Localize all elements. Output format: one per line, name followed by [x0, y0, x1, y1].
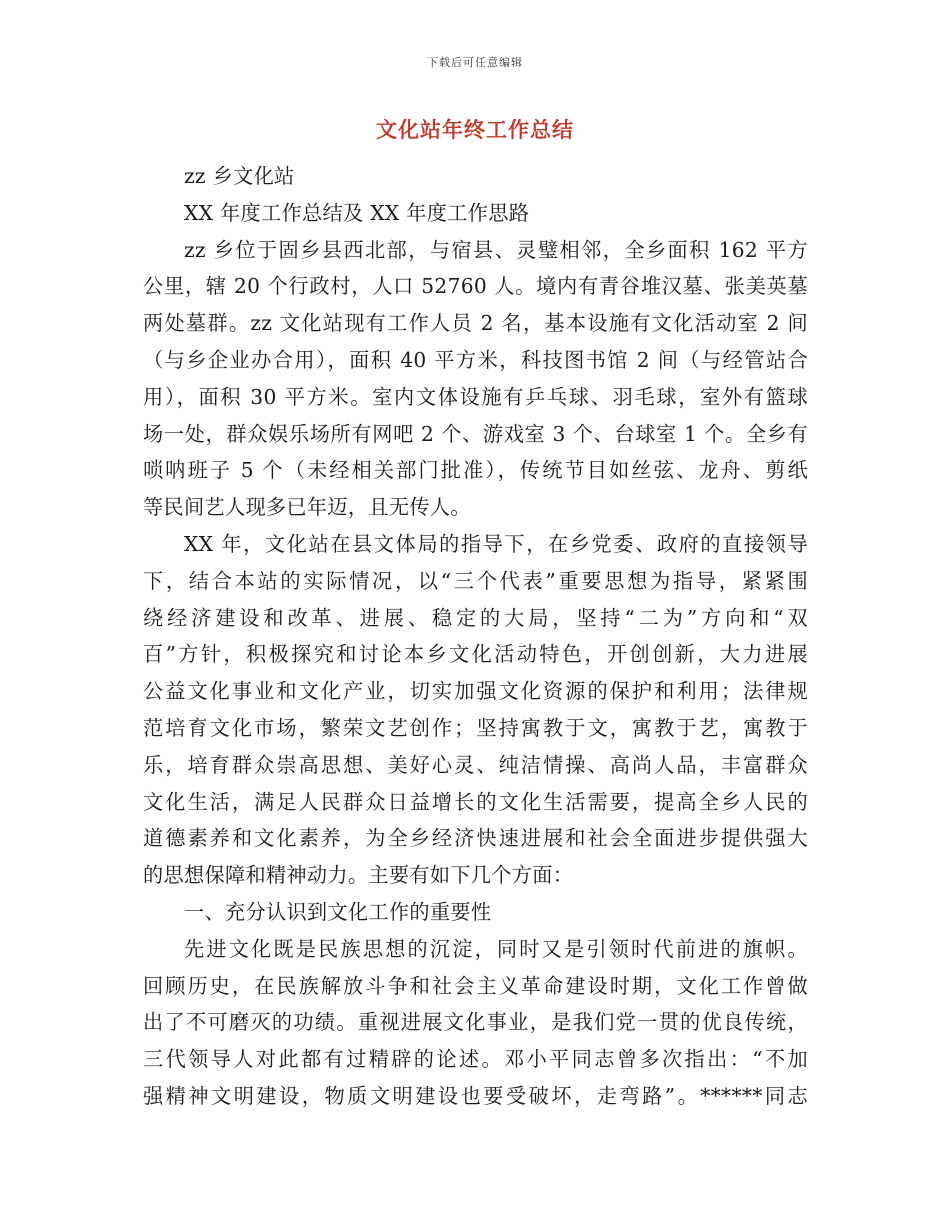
- body-line: 文化生活，满足人民群众日益增长的文化生活需要，提高全乡人民的: [143, 789, 808, 814]
- body-line: 范培育文化市场，繁荣文艺创作；坚持寓教于文，寓教于艺，寓教于: [143, 715, 808, 740]
- download-note: 下载后可任意编辑: [427, 56, 523, 69]
- body-line: 一、充分认识到文化工作的重要性: [184, 899, 492, 924]
- body-line: （与乡企业办合用），面积 40 平方米，科技图书馆 2 间（与经管站合: [143, 347, 808, 372]
- body-line: 下，结合本站的实际情况，以“三个代表”重要思想为指导，紧紧围: [143, 568, 808, 593]
- body-line: 的思想保障和精神动力。主要有如下几个方面：: [143, 863, 574, 888]
- body-line: 先进文化既是民族思想的沉淀，同时又是引领时代前进的旗帜。: [184, 936, 808, 961]
- body-line: 公里，辖 20 个行政村，人口 52760 人。境内有青谷堆汉墓、张美英墓: [143, 274, 808, 299]
- body-line: 公益文化事业和文化产业，切实加强文化资源的保护和利用；法律规: [143, 679, 808, 704]
- body-line: 用），面积 30 平方米。室内文体设施有乒乓球、羽毛球，室外有篮球: [143, 384, 808, 409]
- body-line: 道德素养和文化素养，为全乡经济快速进展和社会全面进步提供强大: [143, 826, 808, 851]
- document-title: 文化站年终工作总结: [376, 117, 574, 142]
- body-line: zz 乡文化站: [184, 164, 295, 188]
- body-line: 绕经济建设和改革、进展、稳定的大局，坚持“二为”方向和“双: [143, 605, 808, 630]
- body-line: 三代领导人对此都有过精辟的论述。邓小平同志曾多次指出：“不加: [143, 1047, 808, 1072]
- body-line: XX 年，文化站在县文体局的指导下，在乡党委、政府的直接领导: [184, 531, 808, 556]
- body-line: 百”方针，积极探究和讨论本乡文化活动特色，开创创新，大力进展: [143, 642, 808, 667]
- body-line: XX 年度工作总结及 XX 年度工作思路: [184, 200, 530, 225]
- body-line: 回顾历史，在民族解放斗争和社会主义革命建设时期，文化工作曾做: [143, 973, 808, 998]
- body-line: 两处墓群。zz 文化站现有工作人员 2 名，基本设施有文化活动室 2 间: [143, 311, 808, 336]
- document-body: [143, 158, 808, 1115]
- body-line: zz 乡位于固乡县西北部，与宿县、灵璧相邻，全乡面积 162 平方: [184, 237, 808, 262]
- body-line: 出了不可磨灭的功绩。重视进展文化事业，是我们党一贯的优良传统，: [143, 1010, 808, 1035]
- body-line: 乐，培育群众崇高思想、美好心灵、纯洁情操、高尚人品，丰富群众: [143, 752, 808, 777]
- body-line: 场一处，群众娱乐场所有网吧 2 个、游戏室 3 个、台球室 1 个。全乡有: [143, 421, 808, 446]
- body-line: 等民间艺人现多已年迈，且无传人。: [143, 495, 471, 520]
- body-line: 强精神文明建设，物质文明建设也要受破坏，走弯路”。******同志: [143, 1083, 808, 1108]
- body-line: 唢呐班子 5 个（未经相关部门批准），传统节目如丝弦、龙舟、剪纸: [143, 458, 808, 483]
